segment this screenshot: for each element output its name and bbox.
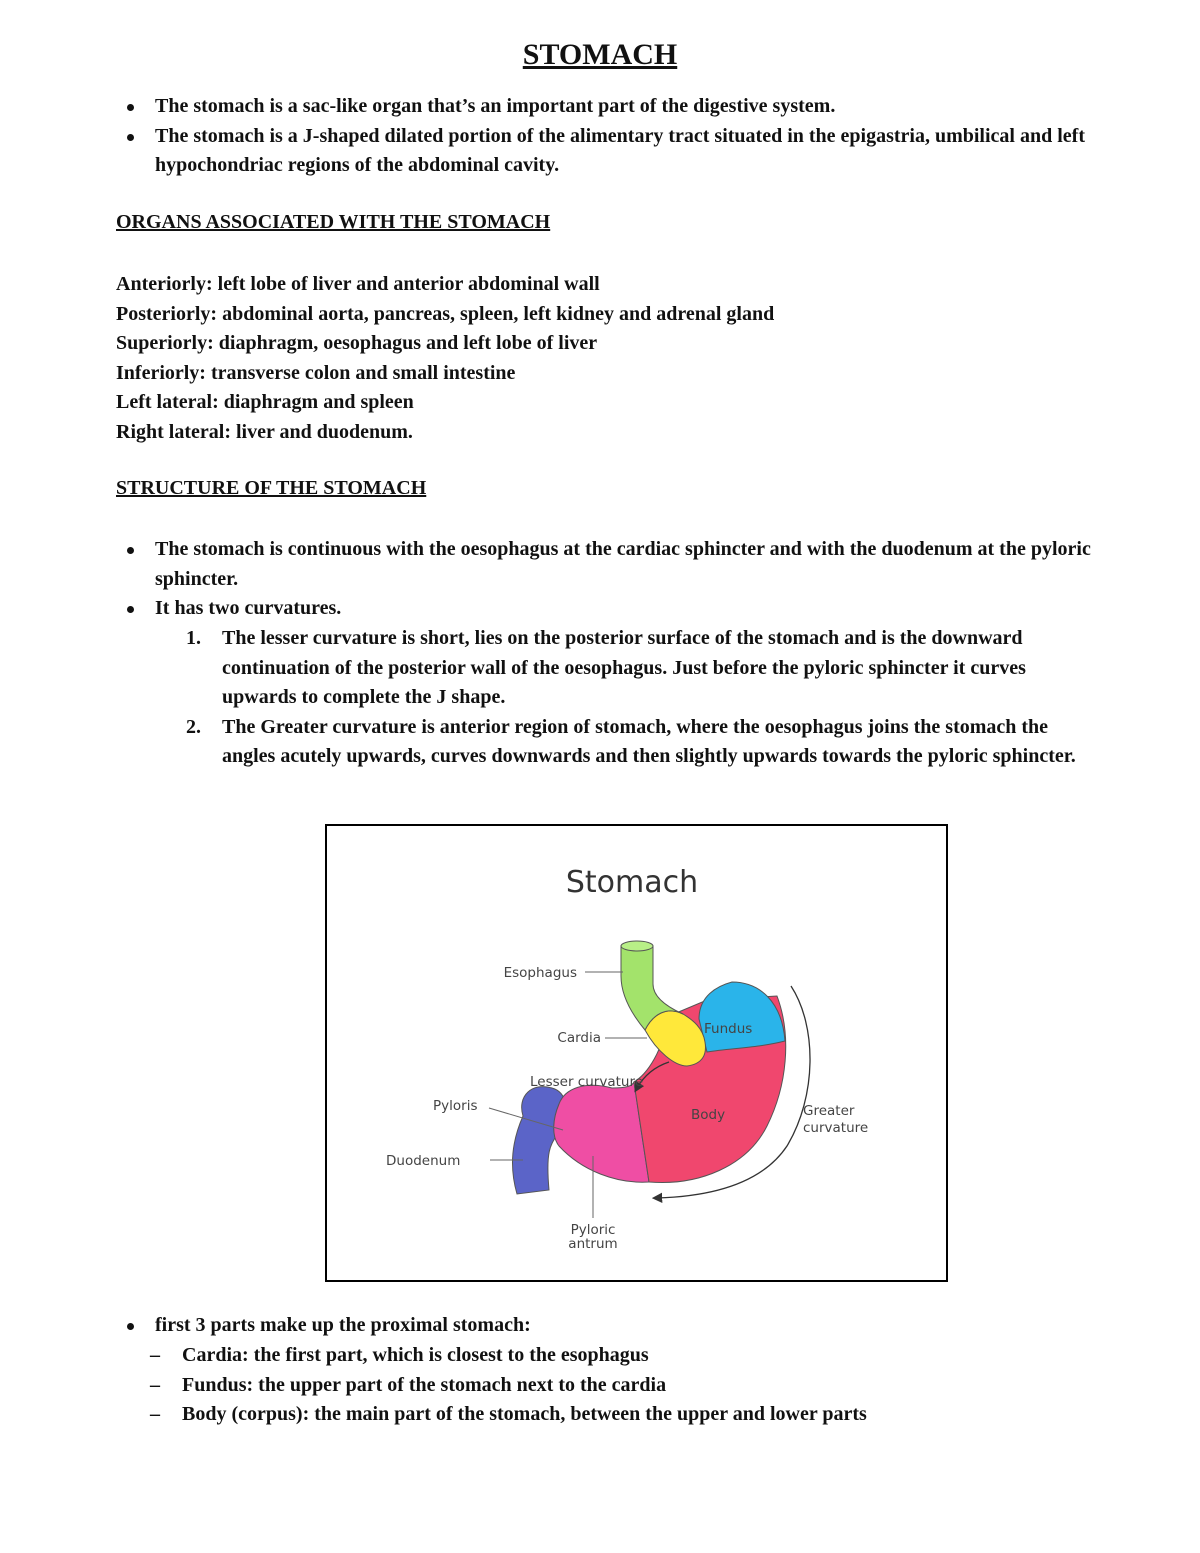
intro-bullet-1: The stomach is a sac-like organ that’s an important part of the digestive system.: [112, 92, 1092, 122]
stomach-diagram-svg: [327, 826, 946, 1280]
curvature-item-2: 2. The Greater curvature is anterior region of stomach, where the oesophagus joins the stomach the angles acutely upwards, curves downwards and then slightly upwards towards the pyloric sphincter.: [186, 715, 1076, 767]
curvature-item-1: 1. The lesser curvature is short, lies on the posterior surface of the stomach and is the downward continuation of the posterior wall of the oesophagus. Just before the pyloric sphincter it curves upwards to complete the J shape.: [186, 627, 1026, 708]
diagram-title: Stomach: [565, 865, 699, 900]
label-duodenum: Duodenum: [386, 1153, 461, 1169]
intro-list: [112, 92, 1092, 181]
page-title: STOMACH: [522, 38, 678, 71]
organ-row-inferior: Inferiorly: transverse colon and small intestine: [116, 361, 516, 384]
curvature-list: [186, 624, 1086, 772]
label-greater-2: curvature: [803, 1120, 869, 1136]
label-greater-1: Greater: [803, 1103, 855, 1119]
organs-heading: ORGANS ASSOCIATED WITH THE STOMACH: [116, 211, 551, 233]
label-pyloric-1: Pyloric: [570, 1222, 616, 1238]
label-pyloris: Pyloris: [433, 1098, 478, 1114]
organ-row-anterior: Anteriorly: left lobe of liver and anterior abdominal wall: [116, 273, 600, 295]
esophagus-top: [621, 941, 653, 951]
proximal-part-body: – Body (corpus): the main part of the stomach, between the upper and lower parts: [150, 1400, 1050, 1430]
label-esophagus: Esophagus: [503, 965, 577, 981]
intro-bullet-2: The stomach is a J-shaped dilated portion of the alimentary tract situated in the epigastria, umbilical and left hypochondriac regions of the abdominal cavity.: [112, 122, 1092, 181]
label-body: Body: [691, 1107, 726, 1123]
organ-row-superior: Superiorly: diaphragm, oesophagus and left lobe of liver: [116, 332, 598, 354]
proximal-list: [112, 1311, 1092, 1341]
organ-row-right-lateral: Right lateral: liver and duodenum.: [116, 420, 413, 443]
pyloric-antrum-shape: [554, 1082, 649, 1182]
fundus-shape: [699, 982, 785, 1052]
proximal-part-fundus: – Fundus: the upper part of the stomach next to the cardia: [150, 1371, 1050, 1401]
proximal-part-cardia: – Cardia: the first part, which is closest to the esophagus: [150, 1341, 1050, 1371]
structure-bullet-1: The stomach is continuous with the oesophagus at the cardiac sphincter and with the duodenum at the pyloric sphincter.: [112, 535, 1092, 594]
organ-row-posterior: Posteriorly: abdominal aorta, pancreas, spleen, left kidney and adrenal gland: [116, 302, 775, 325]
structure-heading: STRUCTURE OF THE STOMACH: [116, 477, 427, 499]
label-pyloric-2: antrum: [568, 1236, 618, 1252]
proximal-bullet: first 3 parts make up the proximal stomach:: [112, 1311, 1092, 1341]
stomach-diagram: [325, 824, 948, 1282]
label-fundus: Fundus: [704, 1021, 753, 1037]
proximal-parts-list: [150, 1341, 1050, 1430]
label-lesser-curvature: Lesser curvature: [530, 1074, 644, 1090]
label-cardia: Cardia: [557, 1030, 601, 1046]
organ-row-left-lateral: Left lateral: diaphragm and spleen: [116, 391, 414, 413]
organs-list: [116, 270, 1096, 447]
structure-bullet-2: It has two curvatures.: [112, 594, 1092, 624]
structure-list: [112, 535, 1092, 624]
